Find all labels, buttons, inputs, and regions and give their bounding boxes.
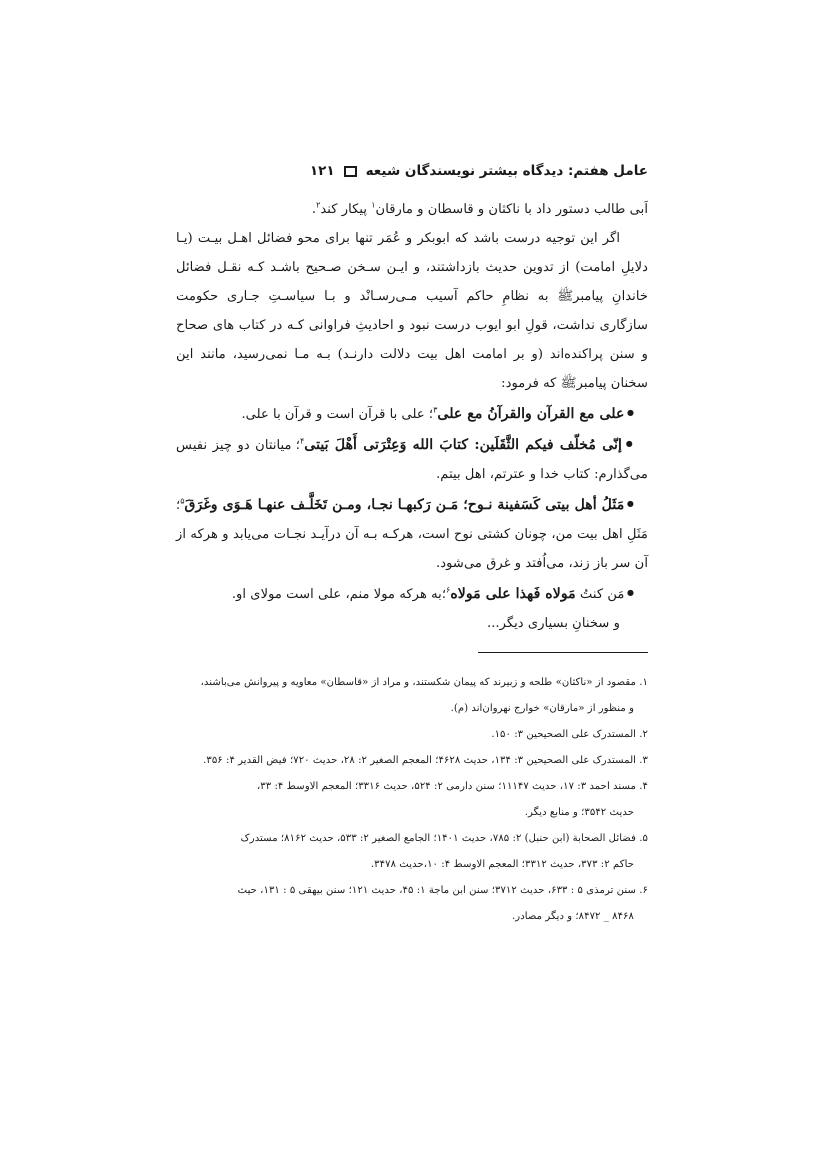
hadith-4-translation: ؛به هرکه مولا منم، علی است مولای او. — [231, 587, 447, 602]
hadith-1-arabic: علی مع القرآن والقرآنُ مع علی — [437, 406, 625, 422]
footnote-ref-6[interactable]: ۶ — [446, 585, 451, 595]
footnote-number: ۴. — [639, 781, 648, 792]
footnote-number: ۱. — [639, 677, 648, 688]
hadith-item-2 — [176, 429, 648, 489]
square-ornament-icon — [344, 166, 357, 177]
footnote-ref-2[interactable]: ۲ — [316, 200, 321, 210]
hadith-3-arabic: مَثَلُ أهل بیتی کَسَفینة نـوح؛ مَـن رَکبهـا نجـا، ومـن تَخَلَّـف عنهـا هَـوَی وغَرَقَ — [184, 497, 625, 513]
hadith-4-prefix: مَن کنتُ — [575, 587, 625, 602]
footnote-continuation: حاکم ۲: ۳۷۳، حدیث ۳۳۱۲؛ المعجم الاوسط ۴: ۱۰،حدیث ۳۴۷۸. — [370, 859, 634, 870]
paragraph-1-end: پیکار کند — [320, 202, 372, 217]
paragraph-1: اَبی طالب دستور داد با ناکثان و قاسطان و مارقان$^۱$ پیکار کند$^۲$. — [311, 200, 648, 217]
footnote-1 — [176, 670, 648, 722]
footnote-continuation: حدیث ۳۵۴۲؛ و منابع دیگر. — [524, 807, 634, 818]
footnote-number: ۶. — [639, 885, 648, 896]
footnote-6 — [176, 878, 648, 930]
footnote-number: ۵. — [639, 833, 648, 844]
paragraph-1-text: اَبی طالب دستور داد با ناکثان و قاسطان و مارقان — [375, 202, 648, 217]
hadith-item-1 — [176, 398, 648, 429]
footnote-3 — [176, 748, 648, 774]
footnotes — [176, 670, 648, 930]
chapter-title: عامل هفتم: دیدگاه بیشتر نویسندگان شیعه — [365, 163, 648, 179]
hadith-item-4 — [176, 578, 648, 609]
footnote-ref-5[interactable]: ۵ — [180, 496, 185, 506]
footnote-5 — [176, 826, 648, 878]
hadith-2-translation: ؛ میانتان دو چیز نفیس می‌گذارم: کتاب خدا و عترتم، اهل بیتم. — [176, 438, 648, 482]
footnote-ref-3[interactable]: ۳ — [433, 405, 438, 415]
page-number: ۱۲۱ — [309, 163, 335, 179]
footnote-continuation: و منظور از «مارقان» خوارج نهروان‌اند (م). — [450, 703, 634, 714]
footnote-number: ۲. — [639, 729, 648, 740]
running-header — [176, 156, 648, 186]
hadith-2-arabic: إنّی مُخلّف فیکم الثَّقَلَین: کتابَ الله وَعِتْرَتی أَهْلَ بَیتی — [304, 437, 622, 453]
footnote-text: المستدرک علی الصحیحین ۳: ۱۳۴، حدیث ۴۶۲۸؛ المعجم الصغیر ۲: ۲۸، حدیث ۷۲۰؛ فیض القدیر ۴: ۳۵۶. — [203, 755, 637, 766]
hadith-3-translation: ؛ مَثَلِ اهل بیت من، چونان کشتی نوح است، هرکـه بـه آن درآیـد نجـات می‌یابد و هرکه از آن سر باز زند، می‌اُفتد و غرق می‌شود. — [176, 498, 648, 571]
footnote-ref-1[interactable]: ۱ — [371, 200, 376, 210]
hadith-4-arabic: مَولاه فَهذا علی مَولاه — [450, 586, 576, 602]
footnote-text: المستدرک علی الصحیحین ۳: ۱۵۰. — [491, 729, 637, 740]
footnote-text: مسند احمد ۳: ۱۷، حدیث ۱۱۱۴۷؛ سنن دارمی ۲: ۵۲۴، حدیث ۳۳۱۶؛ المعجم الاوسط ۴: ۳۳، — [256, 781, 637, 792]
footnote-number: ۳. — [639, 755, 648, 766]
hadith-1-translation: ؛ علی با قرآن است و قرآن با علی. — [241, 407, 434, 422]
footnote-4 — [176, 774, 648, 826]
footnote-ref-4[interactable]: ۴ — [299, 436, 305, 446]
paragraph-2: اگر این توجیه درست باشد که ابوبکر و عُمَر تنها برای محو فضائل اهـل بیـت (یـا دلایلِ امامت) از تدوین حدیث بازداشتند، و ایـن سـخن صـحیح باشـد کـه نقـل فضائل خاندانِ پیامبرﷺ به نظامِ حاکم آسیب مـی‌رسـانْد و بـا سیاسـتِ جـاری حکومت سازگاری نداشت، قولِ ابو ایوب درست نبود و احادیثِ فراوانی کـه در کتاب های صحاح و سنن پراکنده‌اند (و بر امامت اهل بیت دلالت دارنـد) بـه مـا نمی‌رسید، مانند این سخنان پیامبرﷺ که فرمود: — [176, 231, 648, 391]
footnote-text: مقصود از «ناکثان» طلحه و زبیرند که پیمان شکستند، و مراد از «قاسطان» معاویه و پیروانش می‌باشند، — [200, 677, 637, 688]
footnote-text: سنن ترمذی ۵ : ۶۳۳، حدیث ۳۷۱۲؛ سنن ابن ماجة ۱: ۴۵، حدیث ۱۲۱؛ سنن بیهقی ۵ : ۱۳۱، حیث — [237, 885, 637, 896]
closing-line: و سخنانِ بسیاری دیگر... — [487, 616, 620, 631]
body-text — [176, 195, 648, 638]
footnote-2 — [176, 722, 648, 748]
hadith-item-3 — [176, 489, 648, 578]
footnote-continuation: ۸۴۶۸ _ ۸۴۷۲؛ و دیگر مصادر. — [512, 911, 634, 922]
footnote-text: فضائل الصحابة (ابن حنبل) ۲: ۷۸۵، حدیث ۱۴۰۱؛ الجامع الصغیر ۲: ۵۳۳، حدیث ۸۱۶۲؛ مستدرک — [240, 833, 637, 844]
footnote-divider — [478, 652, 648, 653]
